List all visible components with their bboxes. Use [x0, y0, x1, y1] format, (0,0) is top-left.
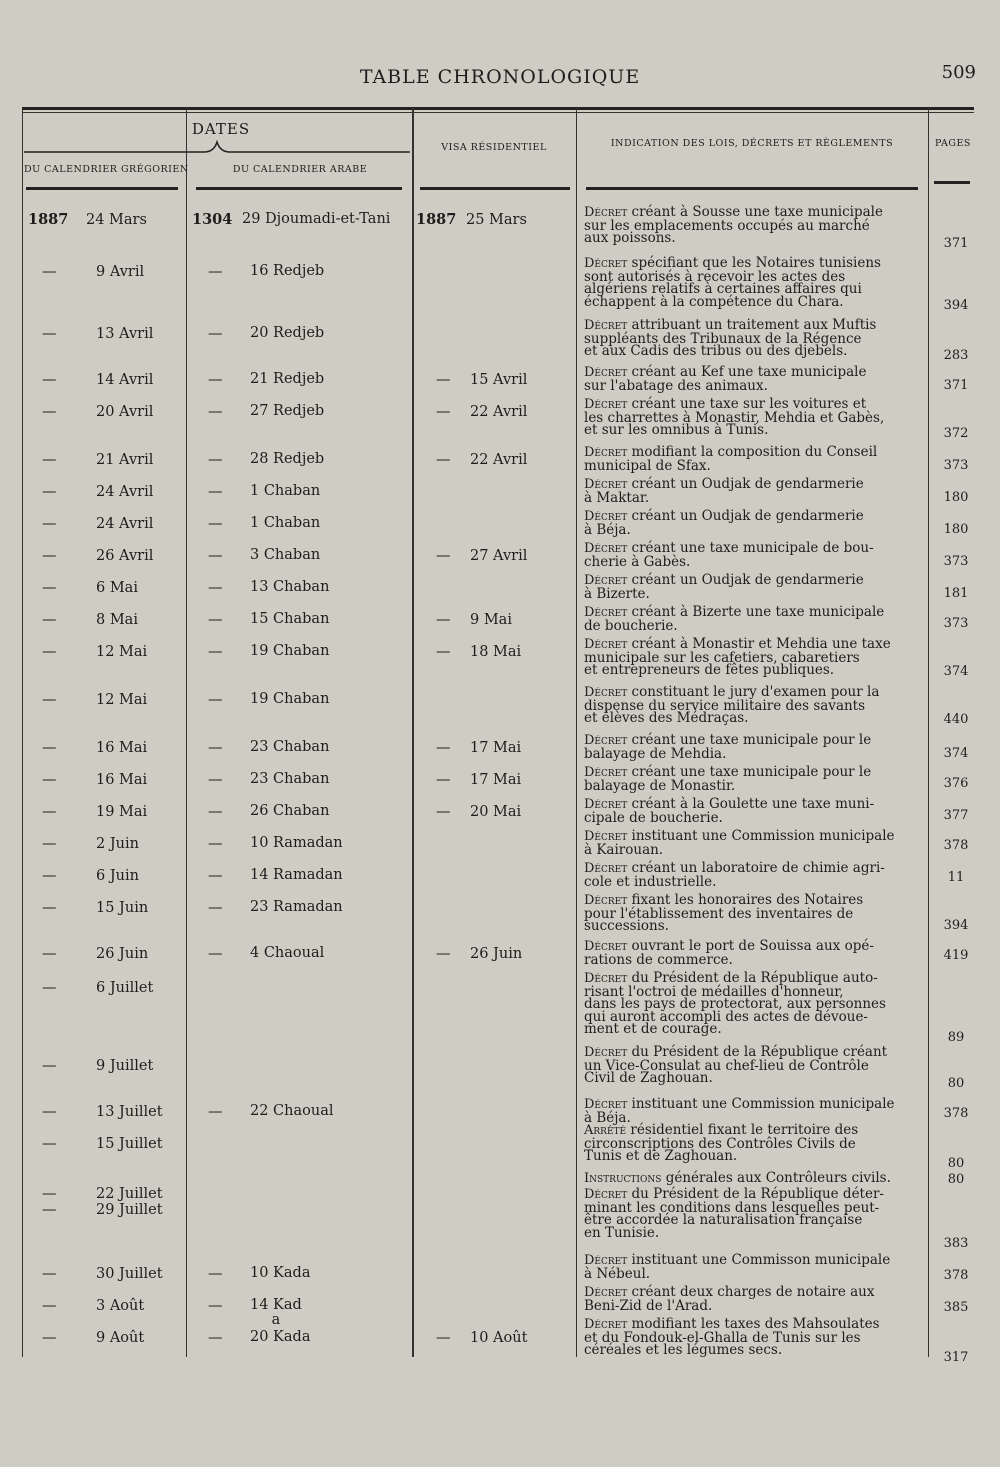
- arabic-year: —: [208, 1266, 223, 1282]
- decree-keyword: Décret: [584, 1253, 628, 1268]
- decree-body: du Président de la République déter- minant les conditions dans lesquelles peut- être accordée la naturalisation française en Tunisie.: [584, 1186, 884, 1241]
- gregorian-date: 14 Avril: [96, 372, 154, 388]
- decree-keyword: Décret: [584, 893, 628, 908]
- decree-body: résidentiel fixant le territoire des circonscriptions des Contrôles Civils de Tunis et de Zaghouan.: [584, 1122, 859, 1165]
- page-ref: 394: [943, 298, 969, 313]
- decree-body: générales aux Contrôleurs civils.: [661, 1170, 891, 1186]
- page-ref: 373: [943, 458, 969, 473]
- decree-text: [584, 510, 936, 536]
- gregorian-date: 3 Août: [96, 1298, 145, 1314]
- gregorian-date: 24 Avril: [96, 516, 154, 532]
- header-pages: PAGES: [935, 138, 971, 149]
- decree-keyword: Décret: [584, 1285, 628, 1300]
- gregorian-year: 1887: [28, 211, 69, 228]
- visa-date: 10 Août: [470, 1330, 528, 1346]
- decree-keyword: Décret: [584, 573, 628, 588]
- page-ref: 374: [943, 664, 969, 679]
- decree-keyword: Décret: [584, 205, 628, 220]
- visa-date: 22 Avril: [470, 404, 528, 420]
- header-rule: [586, 187, 918, 190]
- visa-date: 26 Juin: [470, 946, 523, 962]
- page-ref: 383: [943, 1236, 969, 1251]
- decree-keyword: Décret: [584, 1097, 628, 1112]
- visa-date: 15 Avril: [470, 372, 528, 388]
- arabic-date: 20 Redjeb: [250, 325, 325, 341]
- gregorian-year: —: [42, 1104, 57, 1120]
- page-ref: 378: [943, 838, 969, 853]
- page-ref: 373: [943, 554, 969, 569]
- page-ref: 80: [947, 1156, 965, 1171]
- decree-body: créant au Kef une taxe municipale sur l'abatage des animaux.: [584, 364, 867, 394]
- gregorian-date: 6 Juillet: [96, 980, 154, 996]
- page-number: 509: [941, 62, 976, 83]
- gregorian-year: —: [42, 946, 57, 962]
- arabic-date: 10 Ramadan: [250, 835, 343, 851]
- decree-text: [584, 1098, 936, 1124]
- decree-body: créant à Sousse une taxe municipale sur les emplacements occupés au marché aux poissons.: [584, 204, 883, 247]
- arabic-date: 3 Chaban: [250, 547, 321, 563]
- gregorian-year: —: [42, 740, 57, 756]
- gregorian-year: —: [42, 692, 57, 708]
- page-ref: 80: [947, 1076, 965, 1091]
- arabic-year: —: [208, 740, 223, 756]
- page-ref: 181: [943, 586, 969, 601]
- visa-date: 18 Mai: [470, 644, 522, 660]
- decree-text: [584, 940, 936, 966]
- decree-text: [584, 606, 936, 632]
- decree-body: modifiant la composition du Conseil municipal de Sfax.: [584, 444, 878, 474]
- gregorian-date: 2 Juin: [96, 836, 139, 852]
- gregorian-date: 9 Juillet: [96, 1058, 154, 1074]
- arabic-year: —: [208, 452, 223, 468]
- decree-body: créant un Oudjak de gendarmerie à Maktar.: [584, 476, 864, 506]
- decree-body: créant deux charges de notaire aux Beni-Zid de l'Arad.: [584, 1284, 875, 1314]
- gregorian-date: 19 Mai: [96, 804, 148, 820]
- visa-date: 17 Mai: [470, 772, 522, 788]
- decree-keyword: Décret: [584, 477, 628, 492]
- arabic-date: 1 Chaban: [250, 515, 321, 531]
- decree-body: créant une taxe municipale pour le balayage de Mehdia.: [584, 732, 872, 762]
- visa-year: —: [436, 772, 451, 788]
- arabic-date: 19 Chaban: [250, 691, 330, 707]
- decree-text: [584, 798, 936, 824]
- page-ref: 89: [947, 1030, 965, 1045]
- header-rule: [420, 187, 570, 190]
- page-ref: 371: [943, 378, 969, 393]
- decree-text: [584, 542, 936, 568]
- page-ref: 371: [943, 236, 969, 251]
- header-dates: DATES: [191, 120, 251, 138]
- decree-body: créant une taxe municipale pour le balayage de Monastir.: [584, 764, 872, 794]
- decree-text: [584, 830, 936, 856]
- gregorian-year: —: [42, 644, 57, 660]
- gregorian-date: 30 Juillet: [96, 1266, 163, 1282]
- decree-text: [584, 972, 936, 1036]
- decree-text: [584, 638, 936, 677]
- decree-text: [584, 1318, 936, 1357]
- arabic-year: —: [208, 692, 223, 708]
- page-ref: 440: [943, 712, 969, 727]
- page-ref: 374: [943, 746, 969, 761]
- gregorian-date: 24 Avril: [96, 484, 154, 500]
- page-ref: 373: [943, 616, 969, 631]
- decree-keyword: Décret: [584, 541, 628, 556]
- visa-date: 20 Mai: [470, 804, 522, 820]
- arabic-year: —: [208, 1104, 223, 1120]
- gregorian-date: 6 Juin: [96, 868, 139, 884]
- arabic-date: 4 Chaoual: [250, 945, 325, 961]
- arabic-year: —: [208, 548, 223, 564]
- table-top-rule-thin: [22, 112, 974, 113]
- decree-body: spécifiant que les Notaires tunisiens sont autorisés à recevoir les actes des algériens relatifs à certaines affaires qui échappent à la compétence du Chara.: [584, 255, 881, 310]
- page-ref: 377: [943, 808, 969, 823]
- decree-text: [584, 894, 936, 933]
- decree-text: [584, 734, 936, 760]
- gregorian-year: —: [42, 548, 57, 564]
- gregorian-date: 13 Juillet: [96, 1104, 163, 1120]
- gregorian-year: —: [42, 1298, 57, 1314]
- gregorian-year: —: [42, 1136, 57, 1152]
- arabic-date: 10 Kada: [250, 1265, 311, 1281]
- arabic-year: —: [208, 900, 223, 916]
- gregorian-date: 9 Août: [96, 1330, 145, 1346]
- decree-text: [584, 478, 936, 504]
- visa-year: —: [436, 452, 451, 468]
- arabic-date: 26 Chaban: [250, 803, 330, 819]
- page-ref: 419: [943, 948, 969, 963]
- page-ref: 11: [947, 870, 965, 885]
- decree-text: [584, 206, 936, 245]
- decree-body: fixant les honoraires des Notaires pour l'établissement des inventaires de successions.: [584, 892, 864, 935]
- arabic-year: —: [208, 484, 223, 500]
- arabic-year: —: [208, 264, 223, 280]
- gregorian-date: 29 Juillet: [96, 1202, 163, 1218]
- visa-date: 27 Avril: [470, 548, 528, 564]
- arabic-year: —: [208, 868, 223, 884]
- decree-text: [584, 398, 936, 437]
- decree-keyword: Décret: [584, 861, 628, 876]
- decree-text: [584, 257, 936, 308]
- arabic-date: 22 Chaoual: [250, 1103, 334, 1119]
- arabic-year: —: [208, 644, 223, 660]
- visa-date: 22 Avril: [470, 452, 528, 468]
- arabic-year: —: [208, 836, 223, 852]
- page-ref: 376: [943, 776, 969, 791]
- decree-body: créant une taxe municipale de bou- cherie à Gabès.: [584, 540, 874, 570]
- arabic-date: 1 Chaban: [250, 483, 321, 499]
- gregorian-year: —: [42, 326, 57, 342]
- page-ref: 378: [943, 1268, 969, 1283]
- decree-body: constituant le jury d'examen pour la dispense du service militaire des savants et élèves des Médraças.: [584, 684, 880, 727]
- header-visa: VISA RÉSIDENTIEL: [441, 142, 547, 153]
- decree-keyword: Décret: [584, 1045, 628, 1060]
- visa-year: —: [436, 404, 451, 420]
- visa-date: 25 Mars: [466, 212, 527, 228]
- arabic-year: —: [208, 1330, 223, 1346]
- decree-text: [584, 766, 936, 792]
- decree-body: créant à la Goulette une taxe muni- cipale de boucherie.: [584, 796, 875, 826]
- page-ref: 372: [943, 426, 969, 441]
- arabic-year: —: [208, 580, 223, 596]
- decree-text: [584, 1254, 936, 1280]
- gregorian-date: 16 Mai: [96, 740, 148, 756]
- decree-text: [584, 574, 936, 600]
- decree-text: [584, 1124, 936, 1163]
- decree-body: instituant une Commission municipale à Kairouan.: [584, 828, 895, 858]
- decree-text: [584, 1172, 936, 1186]
- gregorian-year: —: [42, 1266, 57, 1282]
- column-divider: [186, 108, 187, 1357]
- decree-text: [584, 686, 936, 725]
- decree-body: créant un Oudjak de gendarmerie à Bizerte.: [584, 572, 864, 602]
- gregorian-year: —: [42, 772, 57, 788]
- header-rule: [196, 187, 402, 190]
- header-indication: INDICATION DES LOIS, DÉCRETS ET RÈGLEMENTS: [610, 138, 894, 149]
- page-ref: 317: [943, 1350, 969, 1365]
- gregorian-date: 8 Mai: [96, 612, 138, 628]
- gregorian-year: —: [42, 1202, 57, 1218]
- gregorian-year: —: [42, 1186, 57, 1202]
- gregorian-date: 13 Avril: [96, 326, 154, 342]
- arabic-year: —: [208, 372, 223, 388]
- gregorian-year: —: [42, 484, 57, 500]
- arabic-date: 14 Kad a: [250, 1297, 302, 1328]
- page-ref: 394: [943, 918, 969, 933]
- gregorian-year: —: [42, 516, 57, 532]
- arabic-date: 23 Chaban: [250, 771, 330, 787]
- gregorian-year: —: [42, 804, 57, 820]
- decree-keyword: Décret: [584, 829, 628, 844]
- page-ref: 180: [943, 490, 969, 505]
- decree-keyword: Décret: [584, 1317, 628, 1332]
- visa-year: —: [436, 644, 451, 660]
- decree-body: du Président de la République auto- risant l'octroi de médailles d'honneur, dans les pays de protectorat, aux personnes qui auront accompli des actes de dévoue- ment et de courage.: [584, 970, 886, 1038]
- decree-text: [584, 366, 936, 392]
- decree-keyword: Décret: [584, 365, 628, 380]
- gregorian-date: 26 Avril: [96, 548, 154, 564]
- decree-keyword: Décret: [584, 733, 628, 748]
- decree-keyword: Décret: [584, 318, 628, 333]
- decree-body: créant un Oudjak de gendarmerie à Béja.: [584, 508, 864, 538]
- gregorian-date: 6 Mai: [96, 580, 138, 596]
- decree-body: créant à Bizerte une taxe municipale de boucherie.: [584, 604, 885, 634]
- decree-keyword: Décret: [584, 509, 628, 524]
- header-arabic: DU CALENDRIER ARABE: [232, 164, 368, 175]
- header-rule: [934, 181, 970, 184]
- visa-year: —: [436, 612, 451, 628]
- visa-year: —: [436, 804, 451, 820]
- decree-text: [584, 1046, 936, 1085]
- decree-body: créant une taxe sur les voitures et les charrettes à Monastir, Mehdia et Gabès, et sur les omnibus à Tunis.: [584, 396, 885, 439]
- decree-keyword: Décret: [584, 445, 628, 460]
- arabic-date: 13 Chaban: [250, 579, 330, 595]
- gregorian-year: —: [42, 1330, 57, 1346]
- decree-keyword: Décret: [584, 971, 628, 986]
- arabic-year: —: [208, 326, 223, 342]
- gregorian-date: 24 Mars: [86, 212, 147, 228]
- visa-year: —: [436, 946, 451, 962]
- gregorian-date: 22 Juillet: [96, 1186, 163, 1202]
- visa-year: 1887: [416, 211, 457, 228]
- header-rule: [26, 187, 178, 190]
- arabic-year: —: [208, 772, 223, 788]
- decree-keyword: Décret: [584, 256, 628, 271]
- page-ref: 80: [947, 1172, 965, 1187]
- visa-year: —: [436, 740, 451, 756]
- gregorian-year: —: [42, 264, 57, 280]
- decree-body: du Président de la République créant un Vice-Consulat au chef-lieu de Contrôle Civil de Zaghouan.: [584, 1044, 888, 1087]
- page-ref: 378: [943, 1106, 969, 1121]
- gregorian-year: —: [42, 404, 57, 420]
- decree-keyword: Décret: [584, 939, 628, 954]
- gregorian-year: —: [42, 580, 57, 596]
- decree-body: ouvrant le port de Souissa aux opé- rations de commerce.: [584, 938, 874, 968]
- visa-date: 9 Mai: [470, 612, 512, 628]
- decree-keyword: Arrêté: [584, 1123, 627, 1138]
- decree-keyword: Décret: [584, 685, 628, 700]
- decree-body: instituant une Commisson municipale à Nébeul.: [584, 1252, 891, 1282]
- arabic-date: 23 Ramadan: [250, 899, 343, 915]
- arabic-date: 23 Chaban: [250, 739, 330, 755]
- arabic-date: 27 Redjeb: [250, 403, 325, 419]
- decree-keyword: Décret: [584, 765, 628, 780]
- decree-text: [584, 319, 936, 358]
- decree-keyword: Décret: [584, 637, 628, 652]
- arabic-year: —: [208, 804, 223, 820]
- decree-keyword: Décret: [584, 605, 628, 620]
- gregorian-year: —: [42, 1058, 57, 1074]
- gregorian-year: —: [42, 900, 57, 916]
- decree-text: [584, 446, 936, 472]
- decree-keyword: Décret: [584, 797, 628, 812]
- gregorian-year: —: [42, 868, 57, 884]
- gregorian-date: 21 Avril: [96, 452, 154, 468]
- gregorian-year: —: [42, 372, 57, 388]
- decree-body: instituant une Commission municipale à Béja.: [584, 1096, 895, 1126]
- visa-year: —: [436, 372, 451, 388]
- decree-text: [584, 1286, 936, 1312]
- arabic-date: 14 Ramadan: [250, 867, 343, 883]
- arabic-date: 21 Redjeb: [250, 371, 325, 387]
- arabic-date: 16 Redjeb: [250, 263, 325, 279]
- arabic-year: —: [208, 1298, 223, 1314]
- decree-keyword: Instructions: [584, 1171, 662, 1186]
- arabic-date: 19 Chaban: [250, 643, 330, 659]
- decree-body: créant à Monastir et Mehdia une taxe municipale sur les cafetiers, cabaretiers et entrepreneurs de fêtes publiques.: [584, 636, 891, 679]
- arabic-date: 29 Djoumadi-et-Tani: [242, 211, 391, 227]
- gregorian-year: —: [42, 452, 57, 468]
- visa-year: —: [436, 548, 451, 564]
- arabic-date: 15 Chaban: [250, 611, 330, 627]
- header-gregorian: DU CALENDRIER GRÉGORIEN: [24, 164, 189, 175]
- decree-text: [584, 1188, 936, 1239]
- page-title: TABLE CHRONOLOGIQUE: [359, 66, 641, 88]
- decree-body: attribuant un traitement aux Muftis suppléants des Tribunaux de la Régence et aux Cadis des tribus ou des djebels.: [584, 317, 877, 360]
- gregorian-year: —: [42, 980, 57, 996]
- gregorian-year: —: [42, 612, 57, 628]
- arabic-year: —: [208, 404, 223, 420]
- gregorian-year: —: [42, 836, 57, 852]
- gregorian-date: 15 Juin: [96, 900, 149, 916]
- page-ref: 180: [943, 522, 969, 537]
- arabic-date: 28 Redjeb: [250, 451, 325, 467]
- arabic-date: 20 Kada: [250, 1329, 311, 1345]
- arabic-year: —: [208, 516, 223, 532]
- decree-body: créant un laboratoire de chimie agri- cole et industrielle.: [584, 860, 885, 890]
- gregorian-date: 20 Avril: [96, 404, 154, 420]
- dates-brace: [24, 140, 410, 154]
- visa-date: 17 Mai: [470, 740, 522, 756]
- decree-body: modifiant les taxes des Mahsoulates et du Fondouk-el-Ghalla de Tunis sur les céréales et les légumes secs.: [584, 1316, 880, 1359]
- arabic-year: —: [208, 612, 223, 628]
- decree-text: [584, 862, 936, 888]
- page-ref: 283: [943, 348, 969, 363]
- column-divider: [576, 108, 577, 1357]
- arabic-year: 1304: [192, 211, 233, 228]
- visa-year: —: [436, 1330, 451, 1346]
- gregorian-date: 16 Mai: [96, 772, 148, 788]
- table-top-rule: [22, 107, 974, 110]
- gregorian-date: 9 Avril: [96, 264, 145, 280]
- column-divider: [412, 108, 414, 1357]
- gregorian-date: 15 Juillet: [96, 1136, 163, 1152]
- gregorian-date: 12 Mai: [96, 644, 148, 660]
- gregorian-date: 26 Juin: [96, 946, 149, 962]
- arabic-year: —: [208, 946, 223, 962]
- decree-keyword: Décret: [584, 1187, 628, 1202]
- decree-keyword: Décret: [584, 397, 628, 412]
- column-divider: [22, 108, 23, 1357]
- page-ref: 385: [943, 1300, 969, 1315]
- gregorian-date: 12 Mai: [96, 692, 148, 708]
